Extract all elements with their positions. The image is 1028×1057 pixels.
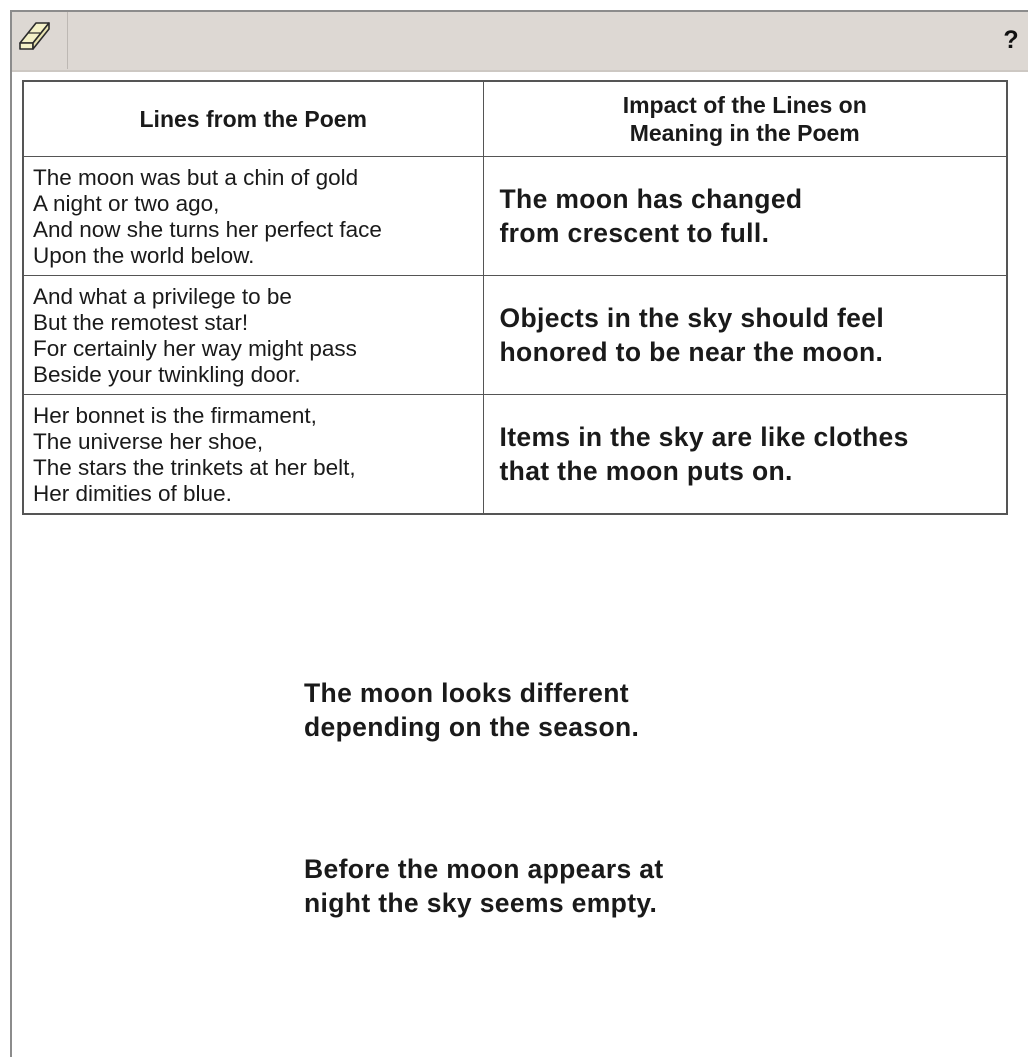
option-text: Before the moon appears at bbox=[304, 854, 664, 884]
poem-table bbox=[22, 80, 1008, 515]
header-lines-from-poem bbox=[23, 81, 483, 157]
eraser-icon bbox=[18, 20, 52, 52]
poem-line: The stars the trinkets at her belt, bbox=[33, 455, 356, 480]
toolbar bbox=[12, 12, 1028, 72]
poem-line: Beside your twinkling door. bbox=[33, 362, 301, 387]
impact-drop-zone[interactable] bbox=[483, 157, 1007, 276]
header-text: Lines from the Poem bbox=[139, 106, 367, 132]
poem-line: Upon the world below. bbox=[33, 243, 255, 268]
poem-lines-cell bbox=[23, 276, 483, 395]
poem-line: For certainly her way might pass bbox=[33, 336, 357, 361]
table-header-row bbox=[23, 81, 1007, 157]
impact-text: from crescent to full. bbox=[499, 218, 770, 248]
poem-line: And now she turns her perfect face bbox=[33, 217, 382, 242]
option-text: depending on the season. bbox=[304, 712, 640, 742]
header-impact-of-lines bbox=[483, 81, 1007, 157]
poem-line: A night or two ago, bbox=[33, 191, 220, 216]
impact-drop-zone[interactable] bbox=[483, 276, 1007, 395]
poem-lines-cell bbox=[23, 157, 483, 276]
draggable-option[interactable] bbox=[304, 676, 639, 744]
poem-line: The moon was but a chin of gold bbox=[33, 165, 359, 190]
header-text: Meaning in the Poem bbox=[629, 120, 860, 146]
table-row bbox=[23, 276, 1007, 395]
option-text: night the sky seems empty. bbox=[304, 888, 658, 918]
impact-text: honored to be near the moon. bbox=[499, 337, 884, 367]
poem-line: And what a privilege to be bbox=[33, 284, 292, 309]
impact-drop-zone[interactable] bbox=[483, 395, 1007, 515]
impact-text: Items in the sky are like clothes bbox=[499, 422, 909, 452]
table-row bbox=[23, 395, 1007, 515]
help-button[interactable]: ? bbox=[1003, 26, 1019, 54]
poem-line: The universe her shoe, bbox=[33, 429, 264, 454]
option-text: The moon looks different bbox=[304, 678, 629, 708]
poem-lines-cell bbox=[23, 395, 483, 515]
impact-text: The moon has changed bbox=[499, 184, 803, 214]
poem-line: Her bonnet is the firmament, bbox=[33, 403, 317, 428]
poem-line: Her dimities of blue. bbox=[33, 481, 232, 506]
poem-line: But the remotest star! bbox=[33, 310, 249, 335]
draggable-option[interactable] bbox=[304, 852, 664, 920]
header-text: Impact of the Lines on bbox=[622, 92, 867, 118]
eraser-button[interactable] bbox=[12, 12, 68, 69]
impact-text: that the moon puts on. bbox=[499, 456, 793, 486]
impact-text: Objects in the sky should feel bbox=[499, 303, 885, 333]
table-row bbox=[23, 157, 1007, 276]
